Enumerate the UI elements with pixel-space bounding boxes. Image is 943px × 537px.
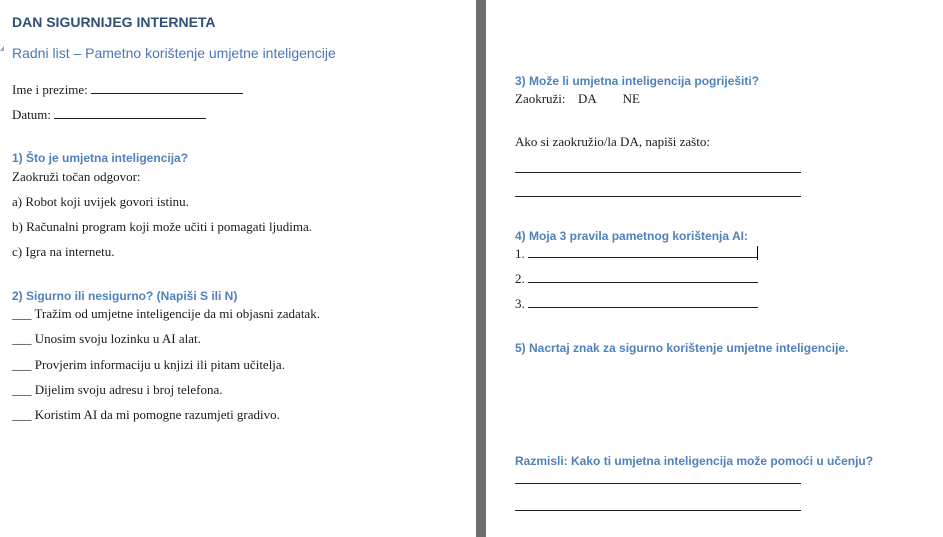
q1-option-a: a) Robot koji uvijek govori istinu.	[12, 194, 189, 209]
document-page-right	[486, 0, 943, 537]
q2-item-text: Koristim AI da mi pomogne razumjeti gradivo.	[34, 407, 280, 422]
name-blank	[91, 92, 243, 94]
answer-line[interactable]	[515, 510, 801, 511]
name-label: Ime i prezime:	[12, 82, 88, 97]
q2-item-text: Dijelim svoju adresu i broj telefona.	[34, 382, 223, 397]
answer-line[interactable]	[515, 196, 801, 197]
q2-item	[12, 407, 280, 423]
q3-followup: Ako si zaokružio/la DA, napiši zašto:	[515, 134, 710, 149]
q4-number: 2.	[515, 271, 525, 286]
q2-item-text: Provjerim informaciju u knjizi ili pitam učitelja.	[34, 357, 285, 372]
q4-rule-3[interactable]	[515, 296, 758, 312]
reflect-heading: Razmisli: Kako ti umjetna inteligencija može pomoći u učenju?	[515, 454, 874, 468]
q4-blank	[528, 281, 758, 283]
date-label: Datum:	[12, 107, 51, 122]
q4-blank	[528, 256, 758, 258]
document-title: DAN SIGURNIJEG INTERNETA	[12, 14, 216, 30]
q2-blank: ___	[12, 382, 32, 397]
date-field[interactable]	[12, 107, 206, 123]
q2-item	[12, 331, 201, 347]
q2-blank: ___	[12, 331, 32, 346]
q1-heading: 1) Što je umjetna inteligencija?	[12, 151, 189, 165]
q4-number: 3.	[515, 296, 525, 311]
q2-item	[12, 382, 222, 398]
page-gap	[476, 0, 486, 537]
q2-blank: ___	[12, 357, 32, 372]
q2-item	[12, 357, 285, 373]
name-field[interactable]	[12, 82, 243, 98]
q3-circle-label: Zaokruži:	[515, 91, 566, 106]
answer-line[interactable]	[515, 172, 801, 173]
text-cursor	[757, 246, 758, 260]
date-blank	[54, 117, 206, 119]
q4-rule-1[interactable]	[515, 246, 758, 262]
q2-blank: ___	[12, 407, 32, 422]
q2-blank: ___	[12, 306, 32, 321]
q3-heading: 3) Može li umjetna inteligencija pogriješiti?	[515, 74, 760, 88]
answer-line[interactable]	[515, 483, 801, 484]
q4-number: 1.	[515, 246, 525, 261]
q2-item	[12, 306, 320, 322]
q1-option-b: b) Računalni program koji može učiti i pomagati ljudima.	[12, 219, 313, 234]
q4-blank	[528, 306, 758, 308]
q3-circle-row	[515, 91, 640, 107]
q1-option-c: c) Igra na internetu.	[12, 244, 115, 259]
q4-heading: 4) Moja 3 pravila pametnog korištenja AI:	[515, 229, 748, 243]
document-subtitle: Radni list – Pametno korištenje umjetne inteligencije	[12, 45, 336, 61]
q2-item-text: Tražim od umjetne inteligencije da mi objasni zadatak.	[34, 306, 320, 321]
q2-item-text: Unosim svoju lozinku u AI alat.	[34, 331, 201, 346]
q2-heading: 2) Sigurno ili nesigurno? (Napiši S ili N)	[12, 289, 238, 303]
q3-option-da[interactable]: DA	[578, 91, 597, 106]
q5-heading: 5) Nacrtaj znak za sigurno korištenje umjetne inteligencije.	[515, 341, 849, 355]
q1-instruction: Zaokruži točan odgovor:	[12, 169, 141, 184]
q3-option-ne[interactable]: NE	[622, 91, 640, 106]
margin-marker-icon	[0, 46, 4, 51]
q4-rule-2[interactable]	[515, 271, 758, 287]
